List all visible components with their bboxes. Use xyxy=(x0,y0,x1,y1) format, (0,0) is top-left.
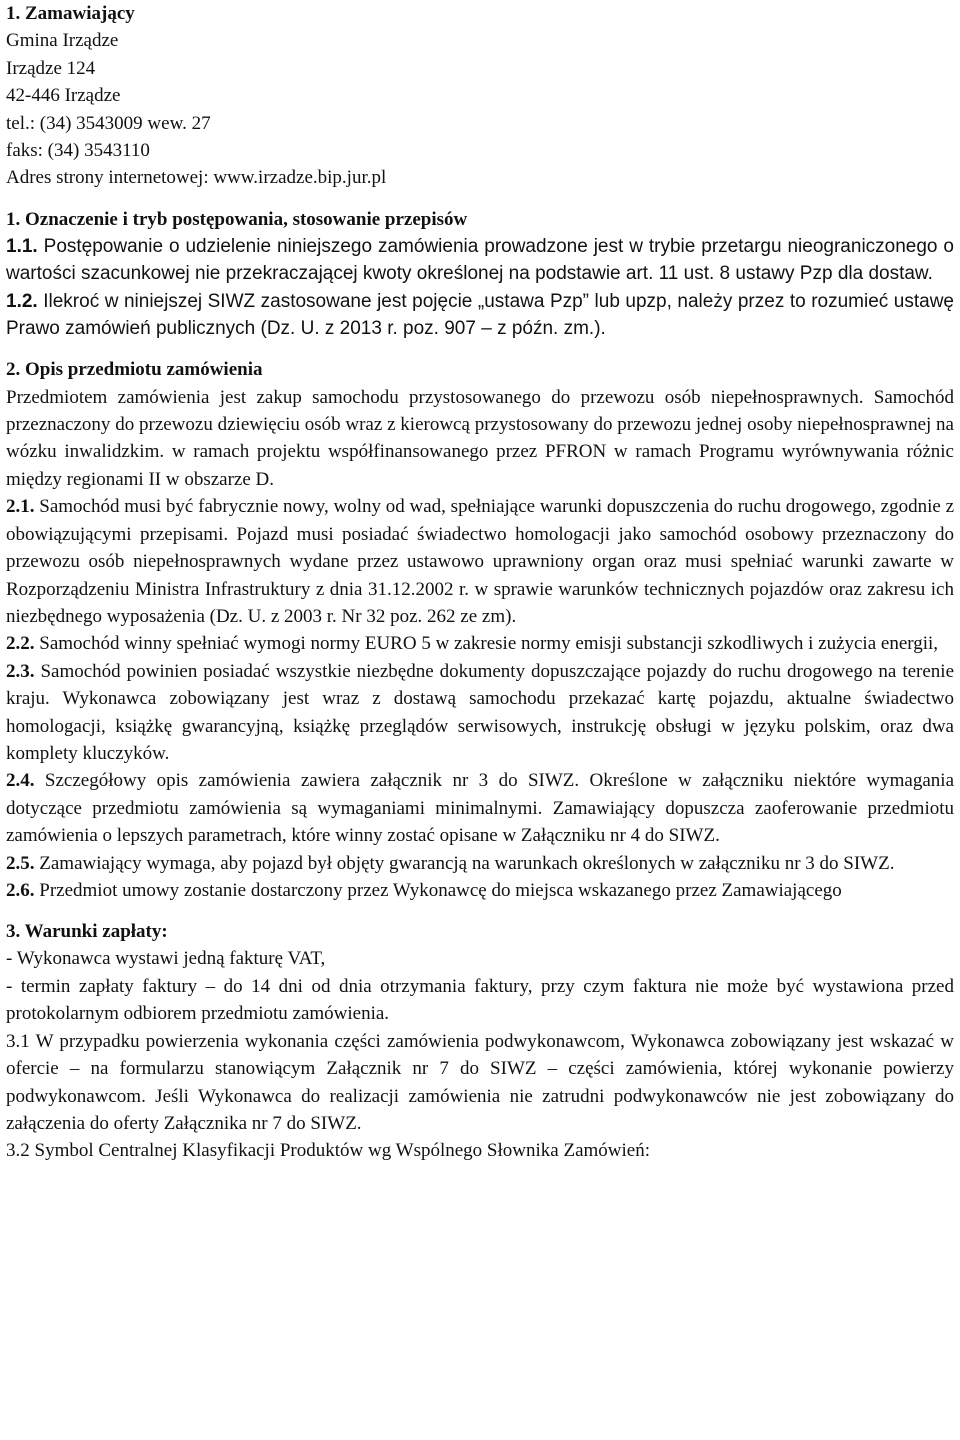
address-line: Irządze 124 xyxy=(6,57,96,79)
section-heading-contracting-authority: 1. Zamawiający xyxy=(6,3,135,24)
item-number: 2.2. xyxy=(6,633,35,655)
spacer xyxy=(6,343,954,357)
item-number: 2.4. xyxy=(6,770,35,792)
item-2-5 xyxy=(6,850,954,877)
fax-line: faks: (34) 3543110 xyxy=(6,140,150,162)
item-2-4 xyxy=(6,767,954,849)
payment-bullet: - termin zapłaty faktury – do 14 dni od dnia otrzymania faktury, przy czym faktura nie może być wystawiona przed protokolarnym odbiorem przedmiotu zamówienia. xyxy=(6,975,954,1025)
paragraph-1-1 xyxy=(6,233,954,288)
paragraph-3-2: 3.2 Symbol Centralnej Klasyfikacji Produktów wg Wspólnego Słownika Zamówień: xyxy=(6,1140,650,1162)
item-text: Samochód winny spełniać wymogi normy EURO 5 w zakresie normy emisji substancji szkodliwych i zużycia energii, xyxy=(39,633,939,655)
item-number: 2.3. xyxy=(6,660,35,682)
phone-line: tel.: (34) 3543009 wew. 27 xyxy=(6,112,211,134)
section-heading-payment: 3. Warunki zapłaty: xyxy=(6,921,168,943)
section-heading-subject: 2. Opis przedmiotu zamówienia xyxy=(6,359,263,381)
address-line: Gmina Irządze xyxy=(6,30,119,52)
item-number: 2.6. xyxy=(6,879,35,901)
item-2-3 xyxy=(6,658,954,768)
paragraph-1-2 xyxy=(6,288,954,343)
paragraph-number: 1.2. xyxy=(6,290,38,312)
paragraph-number: 1.1. xyxy=(6,235,38,257)
website-line: Adres strony internetowej: www.irzadze.bip.jur.pl xyxy=(6,167,387,189)
paragraph-text: Postępowanie o udzielenie niniejszego zamówienia prowadzone jest w trybie przetargu nieograniczonego o wartości szacunkowej nie przekraczającej kwoty określonej na podstawie art. 11 ust. 8 ustawy Pzp dla dostaw. xyxy=(6,235,955,285)
item-text: Zamawiający wymaga, aby pojazd był objęty gwarancją na warunkach określonych w załączniku nr 3 do SIWZ. xyxy=(39,852,895,874)
subject-intro: Przedmiotem zamówienia jest zakup samochodu przystosowanego do przewozu osób niepełnosprawnych. Samochód przeznaczony do przewozu dziewięciu osób wraz z kierowcą przystosowany do przewozu jednej osoby niepełnosprawnej na wózku inwalidzkim. w ramach projektu współfinansowanego przez PFRON w ramach Programu wyrównywania różnic między regionami II w obszarze D. xyxy=(6,386,954,490)
spacer xyxy=(6,904,954,918)
item-2-2 xyxy=(6,630,954,657)
address-line: 42-446 Irządze xyxy=(6,85,121,107)
item-text: Przedmiot umowy zostanie dostarczony przez Wykonawcę do miejsca wskazanego przez Zamawiającego xyxy=(39,879,842,901)
item-number: 2.1. xyxy=(6,496,35,518)
item-text: Samochód musi być fabrycznie nowy, wolny od wad, spełniające warunki dopuszczenia do ruchu drogowego, zgodnie z obowiązującymi przepisami. Pojazd musi posiadać świadectwo homologacji jako samochód osobowy przeznaczony do przewozu osób niepełnosprawnych wydane przez ustawowo uprawniony organ oraz musi spełniać warunki zawarte w Rozporządzeniu Ministra Infrastruktury z dnia 31.12.2002 r. w sprawie warunków technicznych pojazdów oraz zakresu ich niezbędnego wyposażenia (Dz. U. z 2003 r. Nr 32 poz. 262 ze zm). xyxy=(6,496,955,627)
payment-bullet: - Wykonawca wystawi jedną fakturę VAT, xyxy=(6,948,326,970)
paragraph-text: Ilekroć w niniejszej SIWZ zastosowane jest pojęcie „ustawa Pzp” lub upzp, należy przez to rozumieć ustawę Prawo zamówień publicznych (Dz. U. z 2013 r. poz. 907 – z późn. zm.). xyxy=(6,290,955,340)
item-2-1 xyxy=(6,493,954,630)
item-number: 2.5. xyxy=(6,852,35,874)
item-text: Samochód powinien posiadać wszystkie niezbędne dokumenty dopuszczające pojazdy do ruchu drogowego na terenie kraju. Wykonawca zobowiązany jest wraz z dostawą samochodu przekazać kartę pojazdu, aktualne świadectwo homologacji, książkę gwarancyjną, książkę przeglądów serwisowych, instrukcję obsługi w języku polskim, oraz dwa komplety kluczyków. xyxy=(6,660,955,764)
item-text: Szczegółowy opis zamówienia zawiera załącznik nr 3 do SIWZ. Określone w załączniku niektóre wymagania dotyczące przedmiotu zamówienia są wymaganiami minimalnymi. Zamawiający dopuszcza zaoferowanie przedmiotu zamówienia o lepszych parametrach, które winny zostać opisane w Załączniku nr 4 do SIWZ. xyxy=(6,770,955,847)
document-page xyxy=(6,0,954,1165)
spacer xyxy=(6,192,954,206)
paragraph-3-1: 3.1 W przypadku powierzenia wykonania części zamówienia podwykonawcom, Wykonawca zobowiązany jest wskazać w ofercie – na formularzu stanowiącym Załącznik nr 7 do SIWZ – części zamówienia, której wykonanie powierzy podwykonawcom. Jeśli Wykonawca do realizacji zamówienia nie zatrudni podwykonawców nie jest zobowiązany do załączenia do oferty Załącznika nr 7 do SIWZ. xyxy=(6,1030,954,1134)
item-2-6 xyxy=(6,877,954,904)
section-heading-procedure: 1. Oznaczenie i tryb postępowania, stosowanie przepisów xyxy=(6,208,468,230)
